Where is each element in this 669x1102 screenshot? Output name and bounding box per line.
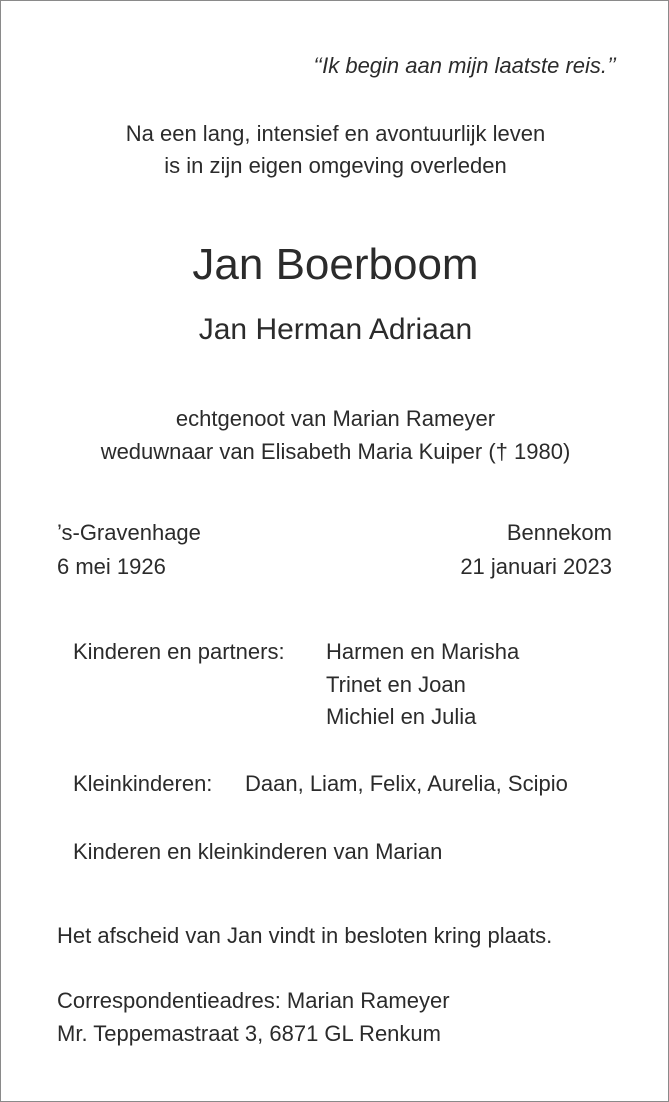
death-date: 21 januari 2023: [460, 554, 612, 579]
birth-place: ’s-Gravenhage: [57, 520, 201, 545]
intro-line-1: Na een lang, intensief en avontuurlijk leven: [125, 121, 546, 146]
grandchildren-names: Daan, Liam, Felix, Aurelia, Scipio: [245, 771, 568, 796]
deceased-name: Jan Boerboom: [192, 240, 479, 289]
spouse-line: echtgenoot van Marian Rameyer: [175, 406, 496, 431]
opening-quote: ‘‘Ik begin aan mijn laatste reis.’’: [313, 53, 616, 78]
deceased-given-names: Jan Herman Adriaan: [198, 313, 473, 346]
farewell-notice: Het afscheid van Jan vindt in besloten kring plaats.: [57, 923, 553, 948]
children-label: Kinderen en partners:: [73, 639, 285, 664]
widower-line: weduwnaar van Elisabeth Maria Kuiper († 1980): [100, 439, 571, 464]
intro-line-2: is in zijn eigen omgeving overleden: [164, 153, 507, 178]
correspondence-line-2: Mr. Teppemastraat 3, 6871 GL Renkum: [57, 1021, 441, 1046]
grandchildren-label: Kleinkinderen:: [73, 771, 213, 796]
list-item: Trinet en Joan: [326, 672, 466, 697]
list-item: Michiel en Julia: [326, 704, 477, 729]
other-family-line: Kinderen en kleinkinderen van Marian: [73, 839, 443, 864]
correspondence-line-1: Correspondentieadres: Marian Rameyer: [57, 988, 450, 1013]
death-place: Bennekom: [506, 520, 612, 545]
list-item: Harmen en Marisha: [326, 639, 520, 664]
birth-date: 6 mei 1926: [57, 554, 166, 579]
